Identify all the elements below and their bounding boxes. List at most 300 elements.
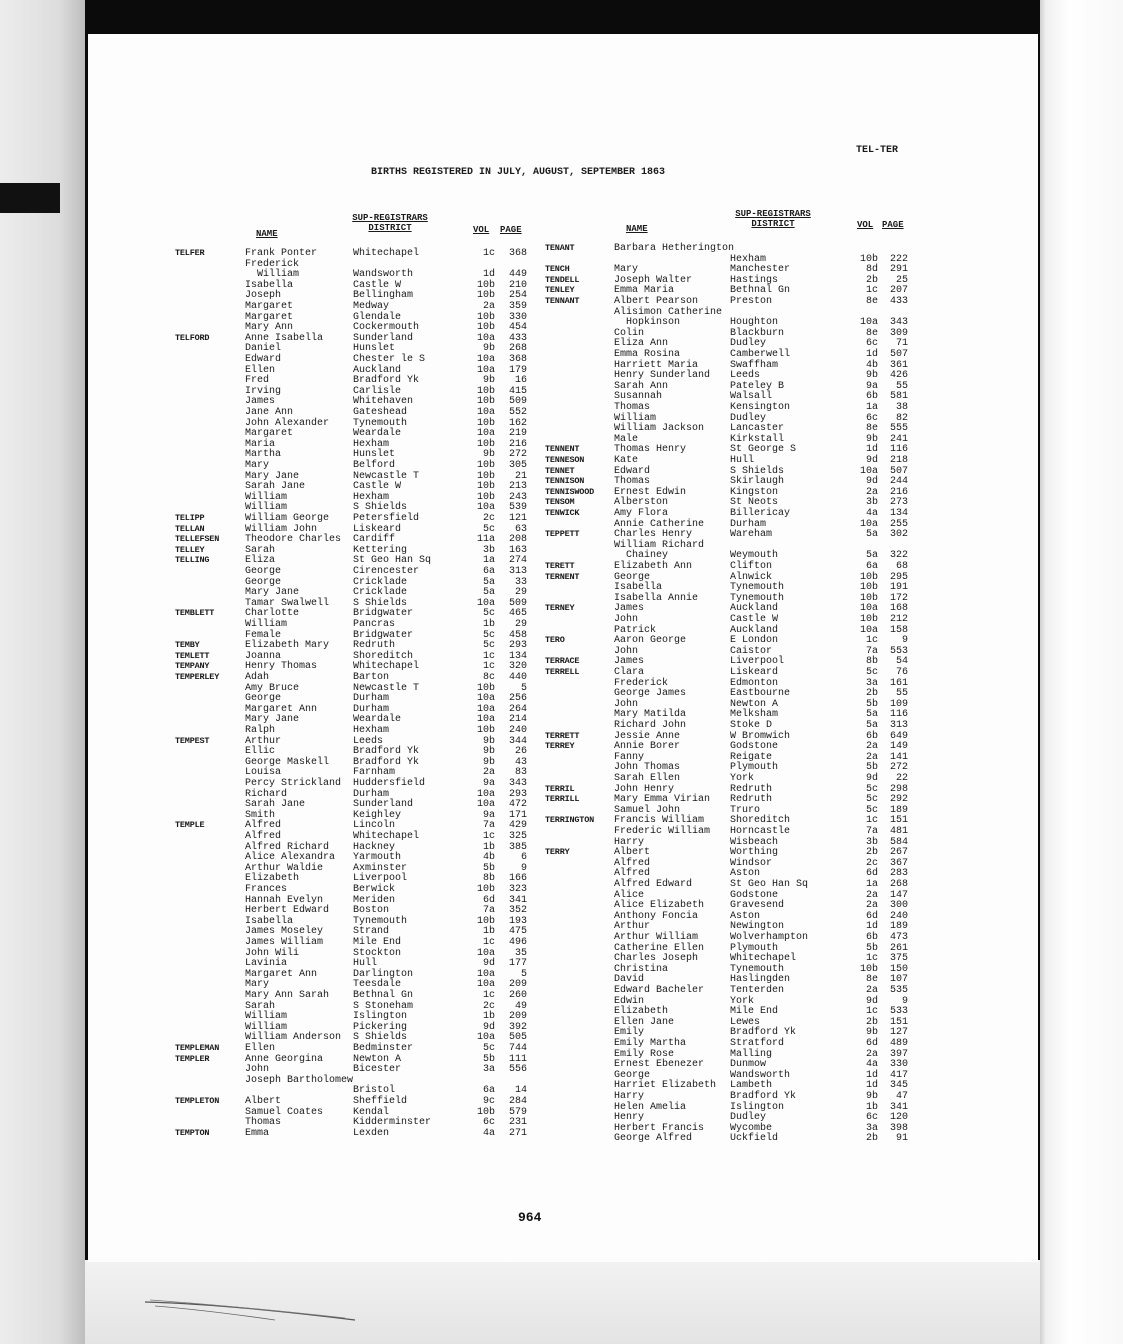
entry-name: Charles Henry bbox=[614, 529, 693, 541]
entry-page: 33 bbox=[514, 576, 527, 588]
entry-page: 6 bbox=[520, 852, 527, 864]
entry-vol: 9a bbox=[482, 778, 495, 789]
entry-page: 116 bbox=[889, 709, 908, 721]
entry-vol: 10b bbox=[476, 884, 495, 895]
entry-page: 116 bbox=[889, 444, 908, 456]
entry-name: John Alexander bbox=[245, 417, 330, 429]
vol-header-right: VOL bbox=[857, 220, 874, 230]
entry-vol: 10b bbox=[859, 963, 878, 975]
district-header-left: SUP-REGISTRARS DISTRICT bbox=[352, 213, 428, 233]
entry-vol: 8e bbox=[865, 327, 878, 339]
entry-page: 368 bbox=[508, 354, 527, 365]
entry-vol: 10b bbox=[476, 290, 495, 302]
entry-name: George bbox=[614, 571, 651, 583]
entry-district: Farnham bbox=[353, 767, 396, 779]
entry-district: Bradford Yk bbox=[730, 1027, 797, 1039]
entry-vol: 5b bbox=[865, 762, 878, 774]
entry-vol: 10a bbox=[476, 979, 495, 991]
entry-district: Chester le S bbox=[353, 354, 426, 365]
entry-vol: 2a bbox=[865, 900, 878, 912]
entry-vol: 2c bbox=[865, 857, 878, 869]
entry-vol: 2b bbox=[865, 688, 878, 700]
entry-page: 426 bbox=[889, 370, 908, 382]
entry-name: Lavinia bbox=[245, 958, 288, 970]
entry-name: Louisa bbox=[245, 767, 282, 779]
entry-district: Stockton bbox=[353, 947, 402, 959]
entry-name: Harry bbox=[614, 1091, 645, 1102]
entry-surname: TEPPETT bbox=[545, 529, 580, 540]
entry-vol: 10b bbox=[476, 279, 495, 291]
entry-district: Kettering bbox=[353, 544, 408, 556]
entry-vol: 10a bbox=[859, 603, 878, 615]
entry-page: 313 bbox=[889, 720, 908, 731]
entry-name: Charles Joseph bbox=[614, 953, 699, 965]
entry-vol: 9b bbox=[482, 746, 495, 758]
entry-page: 29 bbox=[514, 587, 527, 599]
entry-district: Liverpool bbox=[353, 873, 408, 885]
entry-surname: TERO bbox=[545, 635, 565, 646]
entry-surname: TERRINGTON bbox=[545, 815, 595, 826]
entry-district: St Neots bbox=[730, 497, 779, 509]
entry-surname: TEMBY bbox=[175, 640, 200, 651]
entry-district: S Shields bbox=[353, 502, 408, 514]
vol-header-left: VOL bbox=[473, 225, 490, 235]
entry-vol: 5c bbox=[482, 1043, 495, 1054]
entry-vol: 9d bbox=[482, 1021, 495, 1033]
entry-vol: 1a bbox=[865, 402, 878, 413]
entry-name: Ellen bbox=[245, 364, 276, 376]
entry-name: Sarah Ellen bbox=[614, 773, 681, 784]
entry-page: 55 bbox=[895, 380, 908, 392]
entry-page: 359 bbox=[508, 301, 527, 312]
entry-page: 472 bbox=[508, 799, 527, 811]
entry-vol: 10b bbox=[476, 481, 495, 493]
entry-page: 35 bbox=[514, 947, 527, 959]
entry-name: Christina bbox=[614, 963, 669, 975]
entry-district: Reigate bbox=[730, 751, 773, 763]
entry-name: Mary Ann Sarah bbox=[245, 990, 330, 1001]
entry-page: 9 bbox=[901, 635, 908, 647]
entry-page: 147 bbox=[889, 889, 908, 901]
entry-vol: 6a bbox=[865, 561, 878, 572]
entry-vol: 2a bbox=[865, 889, 878, 901]
entry-vol: 6a bbox=[482, 566, 495, 577]
entry-vol: 7a bbox=[865, 826, 878, 837]
entry-name: Eliza bbox=[245, 555, 276, 567]
entry-name: Amy Flora bbox=[614, 508, 669, 519]
entry-page: 341 bbox=[508, 894, 527, 906]
entry-name: Arthur bbox=[245, 735, 282, 747]
entry-vol: 1b bbox=[482, 619, 495, 630]
entry-page: 151 bbox=[889, 815, 908, 827]
entry-district: Hunslet bbox=[353, 343, 396, 355]
entry-page: 29 bbox=[514, 619, 527, 630]
entry-name: Arthur Waldie bbox=[245, 862, 324, 874]
entry-district: Wycombe bbox=[730, 1122, 773, 1134]
entry-name: Jessie Anne bbox=[614, 730, 681, 742]
entry-district: Kendal bbox=[353, 1106, 390, 1118]
entry-surname: TEMPLEMAN bbox=[175, 1043, 220, 1053]
entry-vol: 2a bbox=[865, 1048, 878, 1060]
entry-district: Barton bbox=[353, 672, 390, 683]
entry-name: Frederick bbox=[245, 258, 300, 270]
entry-page: 163 bbox=[508, 544, 527, 556]
entry-page: 219 bbox=[508, 428, 527, 440]
entry-vol: 10b bbox=[476, 385, 495, 397]
entry-district: Islington bbox=[730, 1101, 785, 1113]
entry-vol: 5c bbox=[482, 523, 495, 535]
entry-page: 208 bbox=[508, 534, 527, 546]
entry-vol: 1b bbox=[865, 1101, 878, 1113]
entry-district: Dudley bbox=[730, 338, 767, 350]
entry-page: 556 bbox=[508, 1064, 527, 1076]
entry-surname: TERRY bbox=[545, 847, 570, 858]
entry-page: 189 bbox=[889, 921, 908, 933]
entry-district: Lancaster bbox=[730, 423, 785, 435]
entry-name: Joseph Bartholomew bbox=[245, 1074, 354, 1086]
entry-name: Herbert Francis bbox=[614, 1122, 705, 1134]
entry-page: 5 bbox=[520, 968, 527, 980]
entry-district: Houghton bbox=[730, 317, 779, 329]
entry-name: Alice Elizabeth bbox=[614, 900, 705, 912]
entry-vol: 10b bbox=[476, 491, 495, 503]
entry-vol: 1c bbox=[482, 650, 495, 662]
entry-page: 553 bbox=[889, 645, 908, 657]
entry-vol: 9d bbox=[865, 455, 878, 466]
entry-vol: 9b bbox=[865, 370, 878, 382]
entry-name: George bbox=[245, 576, 282, 588]
entry-page: 295 bbox=[889, 571, 908, 583]
entry-name: Alice Alexandra bbox=[245, 852, 336, 864]
entry-vol: 6d bbox=[865, 1038, 878, 1049]
entry-name: Ellen bbox=[245, 1043, 276, 1054]
entry-name: William bbox=[245, 1021, 288, 1033]
entry-name: Elizabeth Ann bbox=[614, 561, 693, 572]
entry-vol: 9b bbox=[482, 343, 495, 355]
entry-vol: 1c bbox=[865, 635, 878, 647]
entry-page: 68 bbox=[895, 561, 908, 572]
entry-vol: 8e bbox=[865, 974, 878, 986]
entry-district: Dudley bbox=[730, 1112, 767, 1124]
entry-district: Dudley bbox=[730, 412, 767, 424]
entry-vol: 1d bbox=[865, 1080, 878, 1092]
entry-vol: 9b bbox=[482, 756, 495, 768]
entry-name: Albert bbox=[245, 1096, 282, 1107]
entry-district: Wareham bbox=[730, 529, 773, 541]
entry-page: 292 bbox=[889, 794, 908, 806]
entry-district: Sunderland bbox=[353, 799, 414, 811]
entry-surname: TEMPLE bbox=[175, 820, 205, 831]
entry-page: 14 bbox=[514, 1085, 527, 1097]
entry-surname: TELFORD bbox=[175, 332, 210, 343]
entry-vol: 7a bbox=[482, 905, 495, 917]
entry-surname: TELIPP bbox=[175, 513, 205, 523]
entry-vol: 1c bbox=[482, 661, 495, 673]
entry-name: Frederick bbox=[614, 677, 669, 689]
entry-page: 343 bbox=[508, 778, 527, 789]
entry-page: 218 bbox=[889, 455, 908, 466]
entry-district: Wisbeach bbox=[730, 836, 779, 848]
entry-vol: 3b bbox=[482, 544, 495, 556]
entry-district: Liverpool bbox=[730, 656, 785, 668]
entry-district: S Shields bbox=[730, 465, 785, 477]
entry-name: Henry bbox=[614, 1112, 645, 1124]
entry-district: Shoreditch bbox=[353, 650, 414, 662]
entry-vol: 2a bbox=[482, 767, 495, 779]
entry-vol: 10a bbox=[859, 624, 878, 636]
entry-name: David bbox=[614, 974, 645, 986]
entry-vol: 5c bbox=[482, 640, 495, 652]
entry-page: 243 bbox=[508, 491, 527, 503]
entry-page: 5 bbox=[520, 682, 527, 694]
entry-district: Boston bbox=[353, 905, 390, 917]
entry-page: 191 bbox=[889, 582, 908, 594]
entry-surname: TERRELL bbox=[545, 667, 580, 677]
entry-vol: 9d bbox=[482, 958, 495, 970]
entry-name: Margaret bbox=[245, 428, 294, 440]
entry-page: 212 bbox=[889, 614, 908, 625]
entry-vol: 10b bbox=[476, 1106, 495, 1118]
entry-page: 507 bbox=[889, 349, 908, 360]
entry-district: Durham bbox=[353, 693, 390, 705]
entry-page: 82 bbox=[895, 412, 908, 424]
entry-district: Newington bbox=[730, 921, 785, 933]
entry-name: Arthur bbox=[614, 921, 651, 933]
entry-vol: 5a bbox=[482, 576, 495, 588]
entry-vol: 5a bbox=[865, 550, 878, 562]
entry-district: Whitechapel bbox=[353, 661, 420, 673]
entry-vol: 10b bbox=[476, 322, 495, 334]
entry-surname: TERRACE bbox=[545, 656, 580, 667]
entry-name: Irving bbox=[245, 385, 282, 397]
entry-page: 489 bbox=[889, 1038, 908, 1049]
entry-vol: 10a bbox=[476, 947, 495, 959]
entry-district: Godstone bbox=[730, 889, 779, 901]
entry-district: Preston bbox=[730, 296, 773, 307]
entry-name: James bbox=[614, 656, 645, 668]
entry-district: Berwick bbox=[353, 884, 396, 895]
entry-page: 539 bbox=[508, 502, 527, 514]
page-header-left: PAGE bbox=[500, 225, 522, 235]
entry-page: 256 bbox=[508, 693, 527, 705]
entry-name: Harriet Elizabeth bbox=[614, 1080, 717, 1092]
entry-vol: 5b bbox=[482, 862, 495, 874]
entry-vol: 9d bbox=[865, 476, 878, 488]
entry-vol: 1c bbox=[865, 285, 878, 297]
entry-district: Gateshead bbox=[353, 407, 408, 418]
entry-vol: 11a bbox=[476, 534, 495, 546]
entry-name: Adah bbox=[245, 672, 270, 683]
entry-name: George bbox=[614, 1069, 651, 1081]
entry-district: Darlington bbox=[353, 968, 414, 980]
entry-name: John Thomas bbox=[614, 762, 681, 774]
entry-district: Yarmouth bbox=[353, 852, 402, 864]
entry-page: 473 bbox=[889, 932, 908, 943]
entry-name: Alfred Edward bbox=[614, 879, 693, 890]
entry-vol: 6c bbox=[865, 412, 878, 424]
entry-name: Male bbox=[614, 433, 639, 445]
entry-district: S Shields bbox=[353, 1032, 408, 1044]
entry-name: Fred bbox=[245, 375, 270, 387]
entry-surname: TERREY bbox=[545, 741, 575, 752]
entry-district: Aston bbox=[730, 910, 761, 922]
entry-name: John Wili bbox=[245, 947, 300, 959]
entry-page: 49 bbox=[514, 1000, 527, 1012]
entry-district: Lambeth bbox=[730, 1080, 773, 1092]
entry-page: 584 bbox=[889, 836, 908, 848]
entry-page: 440 bbox=[508, 672, 527, 683]
entry-surname: TEMLETT bbox=[175, 650, 210, 661]
entry-vol: 9c bbox=[482, 1096, 495, 1107]
entry-district: Bradford Yk bbox=[353, 756, 420, 768]
entry-vol: 6c bbox=[865, 1112, 878, 1124]
entry-page: 375 bbox=[889, 953, 908, 965]
entry-page: 458 bbox=[508, 629, 527, 641]
entry-vol: 4a bbox=[865, 508, 878, 519]
entry-surname: TEMPLER bbox=[175, 1053, 210, 1064]
entry-page: 552 bbox=[508, 407, 527, 418]
entry-page: 272 bbox=[508, 449, 527, 461]
entry-district: Weardale bbox=[353, 428, 402, 440]
entry-vol: 2b bbox=[865, 847, 878, 859]
entry-name: Female bbox=[245, 629, 282, 641]
entry-district: Newcastle T bbox=[353, 682, 420, 694]
entry-name: Mary Matilda bbox=[614, 709, 687, 721]
entry-vol: 5c bbox=[482, 608, 495, 620]
entry-name: Alfred Richard bbox=[245, 841, 330, 853]
entry-page: 168 bbox=[889, 603, 908, 615]
entry-surname: TELLEY bbox=[175, 544, 205, 555]
entry-vol: 10a bbox=[476, 714, 495, 726]
entry-page: 268 bbox=[508, 343, 527, 355]
entry-surname: TENLEY bbox=[545, 285, 575, 296]
entry-vol: 10a bbox=[476, 968, 495, 980]
entry-district: Islington bbox=[353, 1011, 408, 1023]
entry-district: Wandsworth bbox=[730, 1069, 791, 1081]
entry-page: 209 bbox=[508, 1011, 527, 1023]
entry-vol: 10b bbox=[476, 470, 495, 482]
entry-page: 509 bbox=[508, 597, 527, 609]
entry-surname: TERRETT bbox=[545, 730, 580, 741]
entry-vol: 10a bbox=[476, 693, 495, 705]
entry-district: York bbox=[730, 995, 755, 1007]
entry-surname: TELFER bbox=[175, 248, 205, 258]
entry-page: 581 bbox=[889, 391, 908, 403]
entry-vol: 6b bbox=[865, 391, 878, 403]
entry-vol: 6c bbox=[482, 1117, 495, 1129]
entry-name: Annie Borer bbox=[614, 741, 681, 753]
entry-name: George bbox=[245, 566, 282, 577]
entry-vol: 1d bbox=[865, 444, 878, 456]
entry-vol: 6c bbox=[865, 338, 878, 350]
entry-page: 231 bbox=[508, 1117, 527, 1129]
entry-vol: 10b bbox=[476, 417, 495, 429]
entry-district: Swaffham bbox=[730, 359, 779, 371]
entry-district: Bristol bbox=[353, 1085, 396, 1097]
entry-surname: TERNEY bbox=[545, 603, 575, 614]
entry-district: E London bbox=[730, 635, 779, 647]
entry-district: Edmonton bbox=[730, 677, 779, 689]
entry-page: 240 bbox=[508, 725, 527, 736]
entry-district: Redruth bbox=[730, 794, 773, 806]
entry-district: Tenterden bbox=[730, 985, 785, 996]
entry-page: 300 bbox=[889, 900, 908, 912]
entry-vol: 9a bbox=[865, 380, 878, 392]
entry-district: Plymouth bbox=[730, 762, 779, 774]
entry-surname: TELLEFSEN bbox=[175, 534, 220, 545]
entry-name: Emily Rose bbox=[614, 1048, 675, 1060]
entry-district: Bradford Yk bbox=[730, 1091, 797, 1102]
entry-vol: 10a bbox=[476, 502, 495, 514]
entry-district: Whitehaven bbox=[353, 396, 414, 408]
entry-vol: 8c bbox=[482, 672, 495, 683]
entry-name: Anne Georgina bbox=[245, 1053, 324, 1065]
entry-page: 361 bbox=[889, 359, 908, 371]
entry-page: 322 bbox=[889, 550, 908, 562]
entry-page: 298 bbox=[889, 783, 908, 795]
entry-surname: TENCH bbox=[545, 264, 570, 275]
entry-district: St Geo Han Sq bbox=[353, 555, 432, 567]
entry-page: 454 bbox=[508, 322, 527, 334]
entry-name: Samuel John bbox=[614, 804, 681, 816]
entry-name: Alfred bbox=[245, 831, 282, 842]
entry-page: 535 bbox=[889, 985, 908, 996]
entry-district: Wandsworth bbox=[353, 269, 414, 281]
entry-vol: 6b bbox=[865, 932, 878, 943]
entry-page: 274 bbox=[508, 555, 527, 567]
entry-name: Edward Bacheler bbox=[614, 985, 705, 996]
entry-surname: TENNISWOOD bbox=[545, 486, 595, 497]
entry-name: Isabella bbox=[614, 582, 663, 594]
entry-name: Alberston bbox=[614, 497, 669, 509]
entry-vol: 3b bbox=[865, 497, 878, 509]
entry-district: Blackburn bbox=[730, 327, 785, 339]
entry-page: 83 bbox=[514, 767, 527, 779]
entry-district: Redruth bbox=[730, 783, 773, 795]
entry-vol: 9b bbox=[482, 449, 495, 461]
entry-page: 216 bbox=[889, 486, 908, 498]
entry-name: Thomas Henry bbox=[614, 444, 687, 456]
entry-vol: 10b bbox=[476, 438, 495, 450]
entry-district: Castle W bbox=[353, 481, 402, 493]
entry-vol: 5b bbox=[865, 698, 878, 710]
entry-district: Weardale bbox=[353, 714, 402, 726]
entry-district: St George S bbox=[730, 444, 797, 456]
entry-vol: 10b bbox=[476, 311, 495, 323]
entry-page: 261 bbox=[889, 942, 908, 954]
entry-district: Godstone bbox=[730, 741, 779, 753]
entry-page: 744 bbox=[508, 1043, 527, 1054]
entry-name: James bbox=[614, 603, 645, 615]
entry-district: Hexham bbox=[353, 491, 390, 503]
entry-name: Clara bbox=[614, 667, 645, 678]
entry-page: 209 bbox=[508, 979, 527, 991]
entry-vol: 5a bbox=[482, 587, 495, 599]
entry-page: 121 bbox=[508, 513, 527, 524]
entry-vol: 9d bbox=[865, 773, 878, 784]
entry-vol: 1c bbox=[482, 831, 495, 842]
entry-district: Malling bbox=[730, 1048, 773, 1060]
entry-name: Frances bbox=[245, 884, 288, 895]
entry-page: 283 bbox=[889, 868, 908, 880]
entry-vol: 10a bbox=[476, 332, 495, 344]
entry-district: Hexham bbox=[353, 438, 390, 450]
entry-vol: 10a bbox=[476, 407, 495, 418]
entry-vol: 4b bbox=[482, 852, 495, 864]
entry-name: Aaron George bbox=[614, 635, 687, 647]
entry-name: Annie Catherine bbox=[614, 518, 705, 530]
entry-district: Durham bbox=[353, 788, 390, 800]
